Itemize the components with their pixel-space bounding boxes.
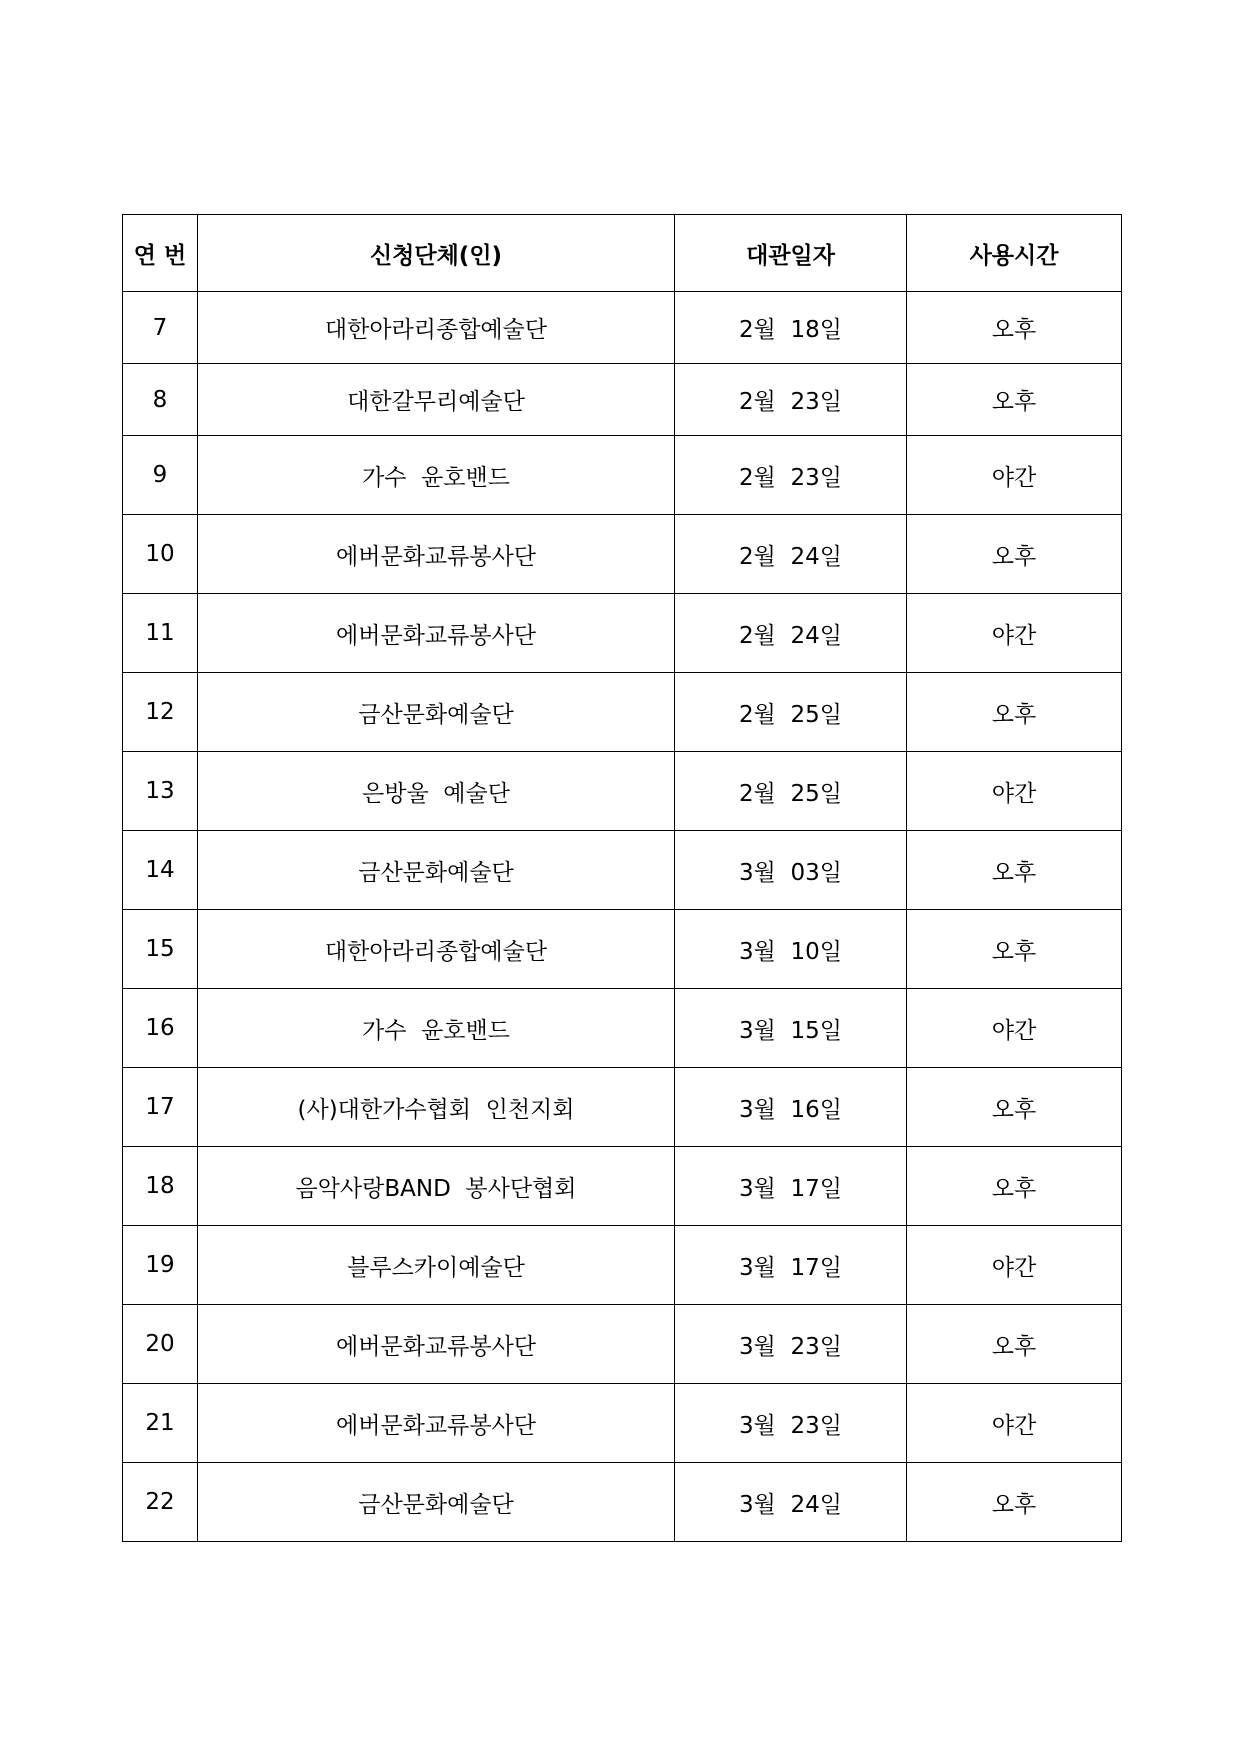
cell-rental-date: 3월 17일 <box>675 1226 907 1305</box>
cell-no: 15 <box>123 910 198 989</box>
cell-organization: 대한아라리종합예술단 <box>198 910 675 989</box>
cell-usage-time: 오후 <box>907 831 1122 910</box>
cell-rental-date: 3월 16일 <box>675 1068 907 1147</box>
cell-no: 14 <box>123 831 198 910</box>
cell-no: 16 <box>123 989 198 1068</box>
cell-organization: 대한아라리종합예술단 <box>198 292 675 364</box>
header-no: 연 번 <box>123 215 198 292</box>
cell-usage-time: 오후 <box>907 673 1122 752</box>
rental-schedule-table <box>122 214 1122 1542</box>
cell-usage-time: 오후 <box>907 1463 1122 1542</box>
cell-usage-time: 야간 <box>907 436 1122 515</box>
cell-no: 22 <box>123 1463 198 1542</box>
header-organization: 신청단체(인) <box>198 215 675 292</box>
cell-no: 17 <box>123 1068 198 1147</box>
cell-no: 21 <box>123 1384 198 1463</box>
table-row <box>123 292 1122 364</box>
header-rental-date: 대관일자 <box>675 215 907 292</box>
cell-usage-time: 오후 <box>907 515 1122 594</box>
cell-organization: 에버문화교류봉사단 <box>198 594 675 673</box>
cell-organization: (사)대한가수협회 인천지회 <box>198 1068 675 1147</box>
cell-rental-date: 3월 10일 <box>675 910 907 989</box>
cell-organization: 에버문화교류봉사단 <box>198 1305 675 1384</box>
cell-usage-time: 야간 <box>907 594 1122 673</box>
cell-usage-time: 오후 <box>907 292 1122 364</box>
cell-no: 19 <box>123 1226 198 1305</box>
table-row <box>123 1463 1122 1542</box>
cell-usage-time: 오후 <box>907 1305 1122 1384</box>
table-row <box>123 364 1122 436</box>
table-row <box>123 1147 1122 1226</box>
cell-usage-time: 오후 <box>907 910 1122 989</box>
cell-organization: 금산문화예술단 <box>198 673 675 752</box>
cell-organization: 가수 윤호밴드 <box>198 436 675 515</box>
cell-no: 10 <box>123 515 198 594</box>
table-row <box>123 1068 1122 1147</box>
cell-rental-date: 3월 23일 <box>675 1305 907 1384</box>
cell-usage-time: 오후 <box>907 1068 1122 1147</box>
table-row <box>123 752 1122 831</box>
cell-rental-date: 2월 25일 <box>675 673 907 752</box>
table-row <box>123 673 1122 752</box>
cell-rental-date: 2월 24일 <box>675 594 907 673</box>
cell-no: 12 <box>123 673 198 752</box>
cell-organization: 가수 윤호밴드 <box>198 989 675 1068</box>
table-row <box>123 1384 1122 1463</box>
cell-rental-date: 2월 25일 <box>675 752 907 831</box>
cell-no: 18 <box>123 1147 198 1226</box>
table-row <box>123 1305 1122 1384</box>
cell-organization: 은방울 예술단 <box>198 752 675 831</box>
cell-rental-date: 3월 15일 <box>675 989 907 1068</box>
table-row <box>123 515 1122 594</box>
cell-rental-date: 2월 23일 <box>675 364 907 436</box>
rental-schedule-sheet <box>122 214 1121 1542</box>
cell-organization: 에버문화교류봉사단 <box>198 515 675 594</box>
table-row <box>123 1226 1122 1305</box>
table-row <box>123 831 1122 910</box>
cell-organization: 금산문화예술단 <box>198 831 675 910</box>
cell-rental-date: 2월 18일 <box>675 292 907 364</box>
cell-organization: 금산문화예술단 <box>198 1463 675 1542</box>
cell-usage-time: 야간 <box>907 989 1122 1068</box>
cell-rental-date: 3월 24일 <box>675 1463 907 1542</box>
cell-usage-time: 야간 <box>907 1226 1122 1305</box>
table-row <box>123 910 1122 989</box>
table-row <box>123 594 1122 673</box>
cell-no: 7 <box>123 292 198 364</box>
cell-no: 8 <box>123 364 198 436</box>
cell-usage-time: 오후 <box>907 364 1122 436</box>
cell-no: 11 <box>123 594 198 673</box>
cell-organization: 대한갈무리예술단 <box>198 364 675 436</box>
cell-no: 13 <box>123 752 198 831</box>
cell-rental-date: 3월 03일 <box>675 831 907 910</box>
cell-usage-time: 야간 <box>907 752 1122 831</box>
cell-organization: 블루스카이예술단 <box>198 1226 675 1305</box>
cell-organization: 에버문화교류봉사단 <box>198 1384 675 1463</box>
cell-rental-date: 3월 17일 <box>675 1147 907 1226</box>
cell-no: 9 <box>123 436 198 515</box>
cell-rental-date: 2월 23일 <box>675 436 907 515</box>
cell-no: 20 <box>123 1305 198 1384</box>
cell-usage-time: 오후 <box>907 1147 1122 1226</box>
table-row <box>123 989 1122 1068</box>
cell-rental-date: 2월 24일 <box>675 515 907 594</box>
header-usage-time: 사용시간 <box>907 215 1122 292</box>
cell-rental-date: 3월 23일 <box>675 1384 907 1463</box>
cell-usage-time: 야간 <box>907 1384 1122 1463</box>
table-row <box>123 436 1122 515</box>
cell-organization: 음악사랑BAND 봉사단협회 <box>198 1147 675 1226</box>
table-header-row <box>123 215 1122 292</box>
